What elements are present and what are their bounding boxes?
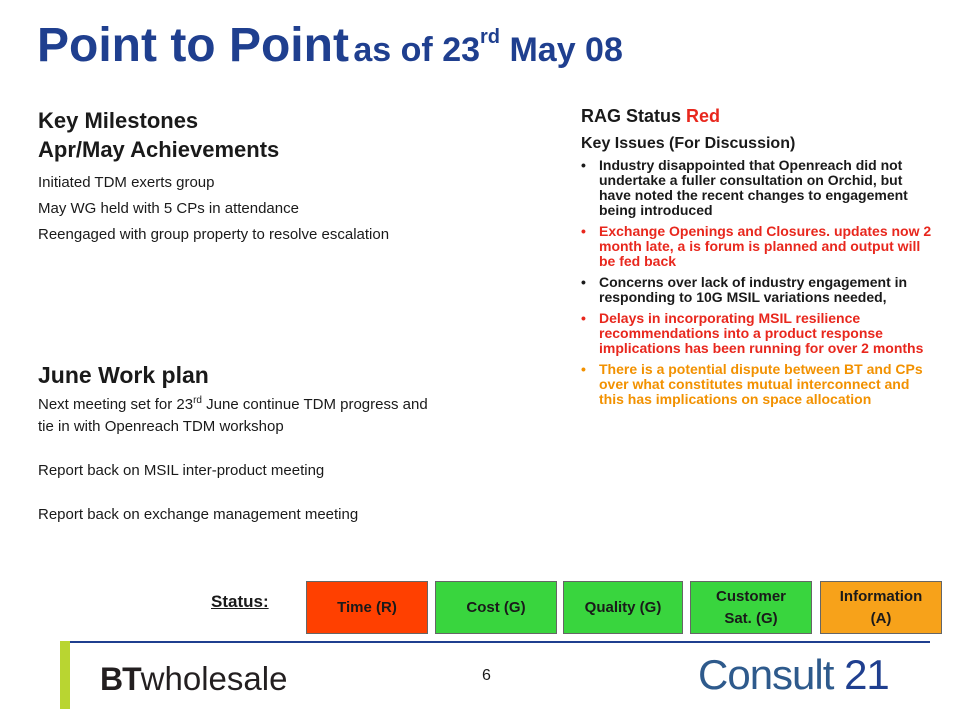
status-box-time <box>306 581 428 634</box>
issue-item <box>581 158 936 218</box>
consult-word: Consult <box>698 651 834 698</box>
milestones-section <box>38 106 538 248</box>
workplan-line: Report back on exchange management meeting <box>38 506 359 523</box>
consult21-logo <box>698 651 889 699</box>
rag-section <box>581 104 936 413</box>
status-box-label: Information <box>839 587 923 605</box>
consult-number: 21 <box>844 651 889 698</box>
issue-text: There is a potential dispute between BT and CPs over what constitutes mutual interconnect and this has implications on space allocation <box>599 361 923 407</box>
achievement-item: Initiated TDM exerts group <box>38 174 215 191</box>
workplan-heading: June Work plan <box>38 362 209 388</box>
footer-accent-bar <box>60 641 70 709</box>
issue-text: Exchange Openings and Closures. updates now 2 month late, a is forum is planned and output will be fed back <box>599 223 932 269</box>
bullet-icon: • <box>581 310 586 326</box>
rag-value: Red <box>686 106 721 126</box>
bt-mark: BT <box>100 661 141 697</box>
issue-item <box>581 275 936 305</box>
issue-item <box>581 311 936 356</box>
page-number: 6 <box>482 667 491 684</box>
rag-label: RAG Status <box>581 106 687 126</box>
bt-word: wholesale <box>140 660 288 697</box>
issue-text: Delays in incorporating MSIL resilience recommendations into a product response implications has been running for over 2 months <box>599 310 924 356</box>
status-box-label: Time (R) <box>337 598 397 616</box>
issues-list <box>581 158 936 407</box>
status-box-label: Customer <box>715 587 786 605</box>
status-box-information <box>820 581 942 634</box>
issue-text: Industry disappointed that Openreach did not undertake a fuller consultation on Orchid, but have noted the recent changes to engagement being introduced <box>599 157 908 218</box>
footer-divider <box>70 641 930 643</box>
workplan-line: Report back on MSIL inter-product meeting <box>38 462 325 479</box>
title-date <box>353 26 623 69</box>
workplan-line1-pre: Next meeting set for 23 <box>38 396 194 413</box>
workplan-line1-post: June continue TDM progress and <box>201 396 428 413</box>
status-box-cost <box>435 581 557 634</box>
status-box-label-line2: (A) <box>870 609 892 627</box>
workplan-line <box>38 390 538 416</box>
issue-text: Concerns over lack of industry engagement in responding to 10G MSIL variations needed, <box>599 274 908 305</box>
bullet-icon: • <box>581 361 586 377</box>
bt-wholesale-logo <box>100 660 287 698</box>
bullet-icon: • <box>581 223 586 239</box>
issue-item <box>581 224 936 269</box>
status-label: Status: <box>211 592 269 611</box>
bullet-icon: • <box>581 274 586 290</box>
milestones-heading: Key Milestones <box>38 108 199 133</box>
status-box-label: Quality (G) <box>584 598 662 616</box>
title-main: Point to Point <box>37 19 349 72</box>
rag-status <box>581 104 936 128</box>
workplan-line: tie in with Openreach TDM workshop <box>38 418 284 435</box>
status-box-label: Cost (G) <box>466 598 526 616</box>
key-issues-heading: Key Issues (For Discussion) <box>581 135 796 152</box>
title-date-sup: rd <box>480 26 501 48</box>
status-box-label-line2: Sat. (G) <box>724 609 778 627</box>
issue-item <box>581 362 936 407</box>
workplan-line1-sup: rd <box>193 395 202 406</box>
title-date-post: May 08 <box>500 31 623 69</box>
status-box-quality <box>563 581 683 634</box>
bullet-icon: • <box>581 157 586 173</box>
status-box-customer-sat <box>690 581 812 634</box>
slide-title <box>37 18 623 73</box>
workplan-section <box>38 360 538 526</box>
achievement-item: Reengaged with group property to resolve escalation <box>38 226 390 243</box>
achievement-item: May WG held with 5 CPs in attendance <box>38 200 299 217</box>
achievements-heading: Apr/May Achievements <box>38 137 280 162</box>
title-date-pre: as of 23 <box>353 31 481 69</box>
